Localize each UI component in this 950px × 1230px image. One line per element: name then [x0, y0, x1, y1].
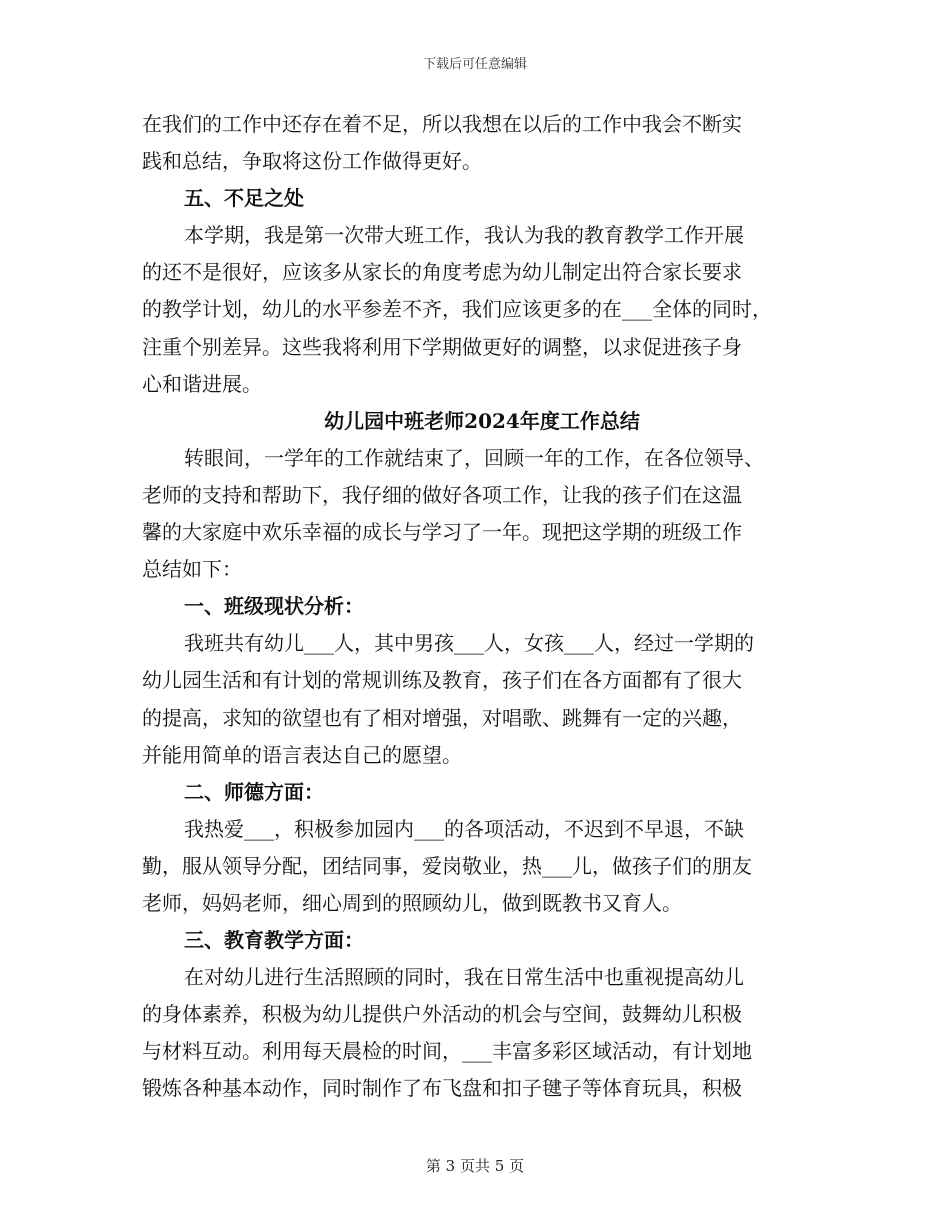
text-line: 在对幼儿进行生活照顾的同时，我在日常生活中也重视提高幼儿: [184, 965, 744, 990]
section-heading: 二、师德方面：: [184, 779, 324, 804]
paragraph: [142, 959, 822, 1107]
text-line: 总结如下：: [142, 557, 242, 582]
text-line: 锻炼各种基本动作，同时制作了布飞盘和扣子毽子等体育玩具，积极: [142, 1076, 742, 1101]
paragraph: [142, 217, 822, 402]
text-line: 馨的大家庭中欢乐幸福的成长与学习了一年。现把这学期的班级工作: [142, 520, 742, 545]
text-line: 我班共有幼儿___人，其中男孩___人，女孩___人，经过一学期的: [184, 631, 754, 656]
text-line: 注重个别差异。这些我将利用下学期做更好的调整，以求促进孩子身: [142, 334, 742, 359]
text-line: 在我们的工作中还存在着不足，所以我想在以后的工作中我会不断实: [142, 112, 742, 136]
document-body: [142, 106, 822, 1108]
paragraph: [142, 440, 822, 588]
text-line: 的身体素养，积极为幼儿提供户外活动的机会与空间，鼓舞幼儿积极: [142, 1002, 742, 1027]
page-header: 下载后可任意编辑: [422, 57, 527, 72]
text-line: 老师的支持和帮助下，我仔细的做好各项工作，让我的孩子们在这温: [142, 482, 742, 507]
text-line: 本学期，我是第一次带大班工作，我认为我的教育教学工作开展: [184, 223, 744, 248]
paragraph: [142, 811, 822, 922]
text-line: 心和谐进展。: [142, 371, 262, 396]
paragraph: [142, 106, 822, 180]
page-footer: 第 3 页共 5 页: [425, 1157, 525, 1175]
text-line: 幼儿园生活和有计划的常规训练及教育，孩子们在各方面都有了很大: [142, 668, 742, 693]
text-line: 并能用简单的语言表达自己的愿望。: [142, 742, 462, 767]
text-line: 与材料互动。利用每天晨检的时间，___丰富多彩区域活动，有计划地: [142, 1039, 752, 1064]
text-line: 勤，服从领导分配，团结同事，爱岗敬业，热___儿，做孩子们的朋友: [142, 853, 752, 878]
text-line: 的教学计划，幼儿的水平参差不齐，我们应该更多的在___全体的同时，: [142, 297, 772, 322]
text-line: 的提高，求知的欲望也有了相对增强，对唱歌、跳舞有一定的兴趣，: [142, 705, 742, 730]
text-line: 转眼间，一学年的工作就结束了，回顾一年的工作，在各位领导、: [184, 445, 764, 470]
text-line: 的还不是很好，应该多从家长的角度考虑为幼儿制定出符合家长要求: [142, 260, 742, 285]
paragraph: [142, 625, 822, 773]
text-line: 老师，妈妈老师，细心周到的照顾幼儿，做到既教书又育人。: [142, 890, 682, 915]
text-line: 践和总结，争取将这份工作做得更好。: [142, 149, 482, 174]
section-title: 幼儿园中班老师2024年度工作总结: [324, 408, 640, 433]
section-heading: 五、不足之处: [184, 186, 304, 211]
text-line: 我热爱___，积极参加园内___的各项活动，不迟到不早退，不缺: [184, 816, 744, 841]
section-heading: 一、班级现状分析：: [184, 594, 364, 619]
section-heading: 三、教育教学方面：: [184, 928, 364, 953]
